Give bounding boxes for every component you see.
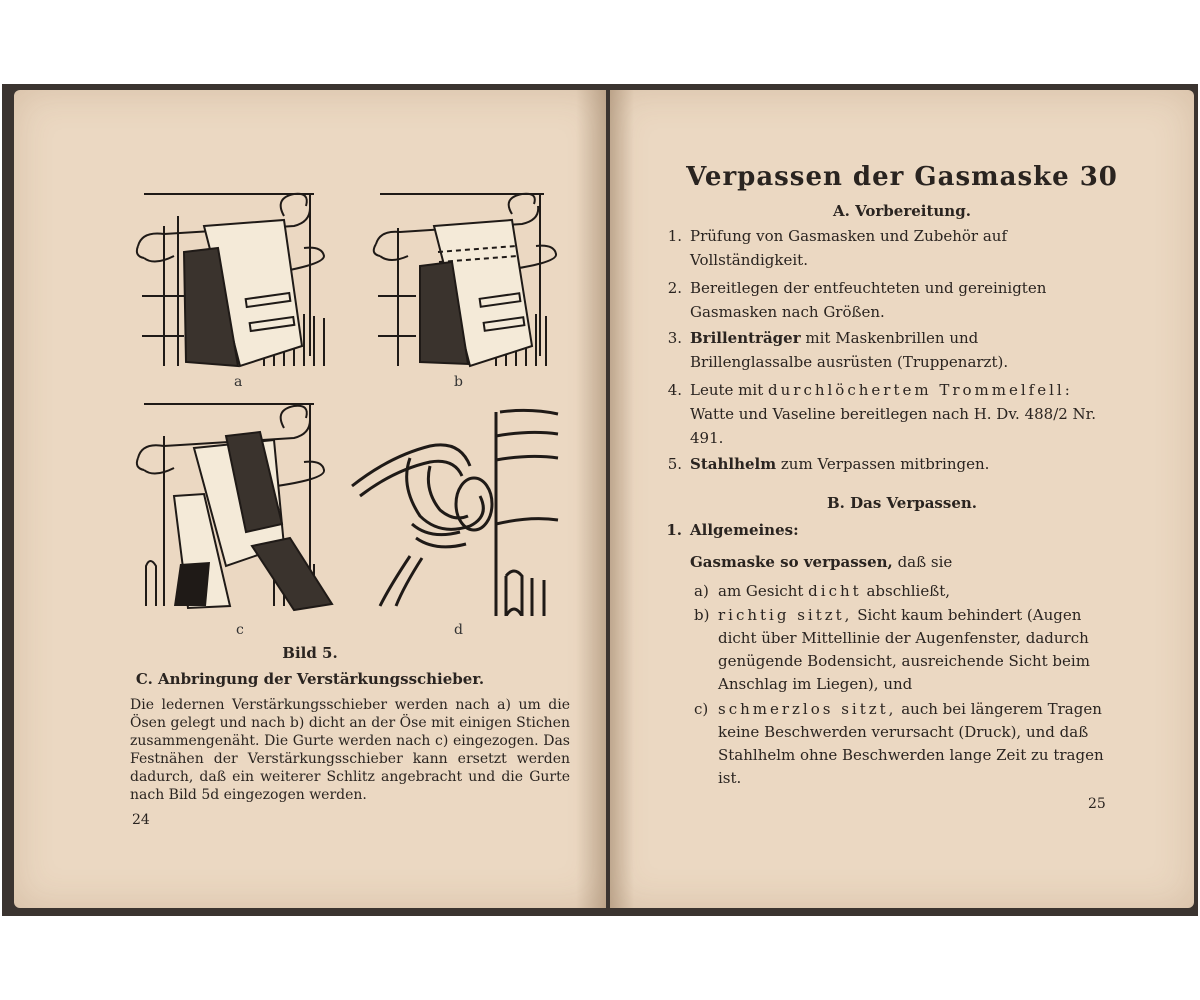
subsection-number: 1.: [666, 521, 682, 539]
figure-c-label: c: [236, 622, 244, 638]
sub-list-text: Sicht kaum behindert (Augen dicht über Mittellinie der Augenfenster, dadurch genügende Bodensicht, ausreichende Sicht beim Anschlag im Liegen), und: [718, 606, 1090, 693]
sub-list-body: [718, 698, 1106, 790]
list-item-prefix: Leute mit: [690, 381, 764, 399]
figure-b-label: b: [454, 374, 463, 390]
figure-d-label: d: [454, 622, 463, 638]
list-item-number: 4.: [667, 381, 682, 399]
sub-list-letter: a): [694, 582, 709, 600]
list-item-number: 1.: [667, 227, 682, 245]
figure-c-illustration: [134, 396, 334, 616]
sub-list-body: [718, 604, 1106, 696]
list-item-number: 5.: [667, 455, 682, 473]
section-a-heading: A. Vorbereitung.: [833, 202, 971, 220]
list-item-text: Bereitlegen der entfeuchteten und gereinigten Gasmasken nach Größen.: [690, 279, 1047, 321]
list-item-keyword: Stahlhelm: [690, 455, 777, 473]
sub-list-body: [718, 580, 1106, 603]
figure-d-illustration: [350, 406, 560, 616]
list-item-keyword: Brillenträger: [690, 329, 801, 347]
page-left: [14, 90, 606, 908]
sub-list-text: auch bei längerem Tragen keine Beschwerden verursacht (Druck), und daß Stahlhelm ohne Beschwerden lange Zeit zu tragen ist.: [718, 700, 1104, 787]
page-right: [610, 90, 1194, 908]
subsection-label: Allgemeines:: [690, 521, 799, 539]
sub-list-prefix: am Gesicht: [718, 582, 804, 600]
list-item-text: Watte und Vaseline bereitlegen nach H. Dv. 488/2 Nr. 491.: [690, 405, 1096, 447]
subsection-intro-body: [690, 550, 1104, 574]
sub-list-emphasis: schmerzlos sitzt,: [718, 700, 897, 718]
figure-caption-number: Bild 5.: [282, 644, 338, 662]
list-item-body: [690, 378, 1104, 450]
figure-a: [134, 186, 334, 368]
sub-list-text: abschließt,: [866, 582, 951, 600]
list-item-body: [690, 452, 1104, 476]
figure-a-illustration: [134, 186, 334, 368]
list-item-text: mit Maskenbrillen und Brillenglassalbe ausrüsten (Truppenarzt).: [690, 329, 1009, 371]
sub-list-letter: c): [694, 700, 709, 718]
section-b-heading: B. Das Verpassen.: [827, 494, 977, 512]
figure-caption-title: C. Anbringung der Verstärkungsschieber.: [135, 670, 485, 688]
list-item-emphasis: durchlöchertem Trommelfell:: [768, 381, 1073, 399]
sub-list-emphasis: dicht: [808, 582, 862, 600]
list-item-number: 3.: [667, 329, 682, 347]
figure-b-illustration: [372, 186, 562, 368]
sub-list-letter: b): [694, 606, 710, 624]
list-item-text: zum Verpassen mitbringen.: [780, 455, 990, 473]
figure-c: [134, 396, 334, 616]
page-number-right: 25: [1088, 796, 1106, 812]
figure-a-label: a: [234, 374, 243, 390]
figure-d: [350, 406, 560, 616]
figure-b: [372, 186, 562, 368]
sub-list-emphasis: richtig sitzt,: [718, 606, 853, 624]
list-item-text: Prüfung von Gasmasken und Zubehör auf Vollständigkeit.: [690, 227, 1008, 269]
list-item-body: [690, 326, 1104, 374]
open-book: [2, 84, 1198, 916]
page-number-left: 24: [132, 812, 150, 828]
list-item-number: 2.: [667, 279, 682, 297]
subsection-intro-bold: Gasmaske so verpassen,: [690, 553, 893, 571]
subsection-intro-text: daß sie: [897, 553, 953, 571]
chapter-title: Verpassen der Gasmaske 30: [686, 162, 1118, 192]
left-body-paragraph: Die ledernen Verstärkungsschieber werden nach a) um die Ösen gelegt und nach b) dicht an der Öse mit einigen Stichen zusammengenäht. Die Gurte werden nach c) eingezogen. Das Festnähen der Verstärkungsschieber kann ersetzt werden dadurch, daß ein weiterer Schlitz angebracht und die Gurte nach Bild 5d eingezogen werden.: [130, 697, 570, 803]
